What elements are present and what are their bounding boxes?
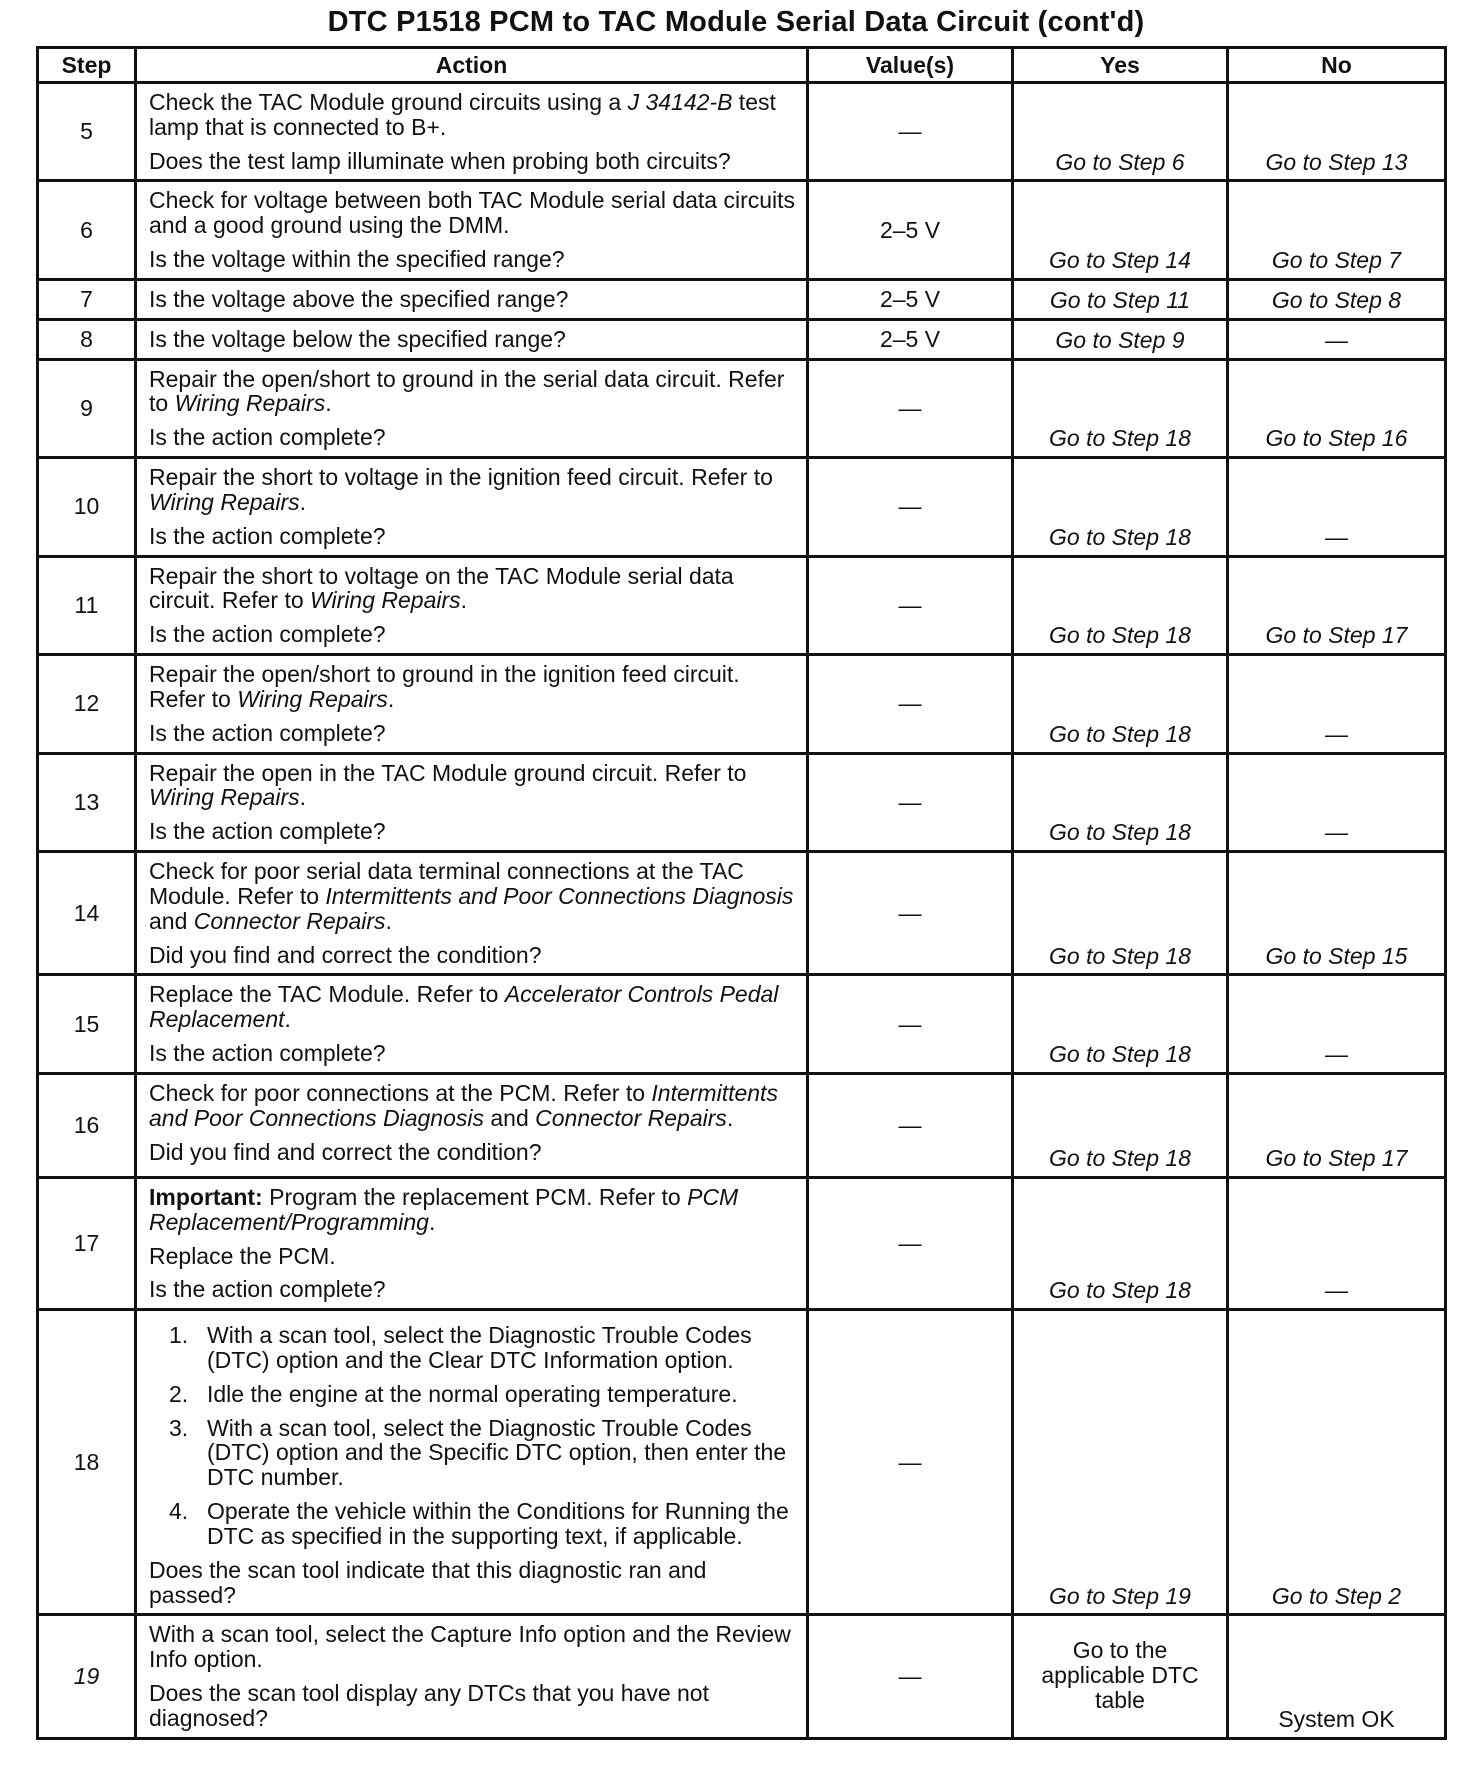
action-paragraph bbox=[149, 662, 796, 712]
important-label: Important: bbox=[149, 1183, 263, 1210]
no-cell: System OK bbox=[1228, 1615, 1446, 1738]
yes-cell: Go to Step 18 bbox=[1013, 359, 1228, 457]
no-cell: Go to Step 7 bbox=[1228, 181, 1446, 279]
reference-text: Intermittents and Poor Connections Diagnosis bbox=[149, 1079, 778, 1131]
yes-cell: Go to Step 9 bbox=[1013, 319, 1228, 359]
action-cell bbox=[136, 753, 808, 851]
action-paragraph bbox=[149, 761, 796, 811]
value-cell: 2–5 V bbox=[808, 319, 1013, 359]
action-text: . bbox=[299, 784, 307, 811]
reference-text: J 34142-B bbox=[627, 89, 733, 115]
value-cell: — bbox=[808, 1073, 1013, 1177]
header-values: Value(s) bbox=[808, 48, 1013, 83]
action-cell bbox=[136, 279, 808, 319]
step-number: 19 bbox=[38, 1615, 136, 1738]
header-yes: Yes bbox=[1013, 48, 1228, 83]
action-text: Repair the open/short to ground in the ignition feed circuit. Refer to bbox=[149, 661, 740, 712]
step-number: 17 bbox=[38, 1177, 136, 1309]
table-row bbox=[38, 83, 1446, 181]
action-paragraph bbox=[149, 465, 796, 515]
action-text: Check the TAC Module ground circuits using a bbox=[149, 89, 628, 115]
procedure-list bbox=[149, 1323, 796, 1549]
action-text: Check for poor connections at the PCM. Refer to bbox=[149, 1079, 652, 1106]
value-cell: — bbox=[808, 83, 1013, 181]
yes-cell: Go to the applicable DTC table bbox=[1013, 1615, 1228, 1738]
step-number: 9 bbox=[38, 359, 136, 457]
reference-text: Intermittents and Poor Connections Diagnosis bbox=[325, 882, 794, 909]
value-cell: 2–5 V bbox=[808, 279, 1013, 319]
table-body bbox=[38, 83, 1446, 1739]
action-text: Replace the TAC Module. Refer to bbox=[149, 981, 505, 1008]
procedure-item bbox=[149, 1323, 796, 1373]
action-cell bbox=[136, 852, 808, 975]
no-cell: — bbox=[1228, 753, 1446, 851]
yes-cell: Go to Step 14 bbox=[1013, 181, 1228, 279]
action-cell bbox=[136, 1615, 808, 1738]
action-text: Check for voltage between both TAC Module serial data circuits and a good ground using the DMM. bbox=[149, 187, 796, 239]
table-row bbox=[38, 655, 1446, 753]
action-text: Is the action complete? bbox=[149, 1040, 386, 1067]
action-text: Does the test lamp illuminate when probing both circuits? bbox=[149, 147, 731, 174]
action-text: . bbox=[385, 907, 392, 934]
action-text: Does the scan tool display any DTCs that you have not diagnosed? bbox=[149, 1680, 709, 1731]
action-text: Is the voltage within the specified range? bbox=[149, 246, 565, 273]
action-text: Repair the open in the TAC Module ground circuit. Refer to bbox=[149, 759, 747, 786]
action-paragraph bbox=[149, 327, 796, 352]
page-title: DTC P1518 PCM to TAC Module Serial Data Circuit (cont'd) bbox=[327, 6, 1145, 38]
action-text: . bbox=[460, 587, 468, 614]
procedure-item-text: Operate the vehicle within the Conditions for Running the DTC as specified in the supporting text, if applicable. bbox=[207, 1498, 789, 1549]
action-cell bbox=[136, 1310, 808, 1615]
procedure-item bbox=[149, 1499, 796, 1549]
value-cell: — bbox=[808, 556, 1013, 654]
no-cell: Go to Step 8 bbox=[1228, 279, 1446, 319]
yes-cell: Go to Step 18 bbox=[1013, 655, 1228, 753]
no-cell: — bbox=[1228, 1177, 1446, 1309]
action-paragraph bbox=[149, 1041, 796, 1066]
procedure-item-number: 3. bbox=[169, 1414, 189, 1441]
reference-text: Wiring Repairs bbox=[237, 685, 388, 712]
yes-cell: Go to Step 18 bbox=[1013, 753, 1228, 851]
action-text: Is the action complete? bbox=[149, 818, 386, 845]
action-paragraph bbox=[149, 90, 796, 140]
action-paragraph bbox=[149, 247, 796, 272]
no-cell: — bbox=[1228, 655, 1446, 753]
procedure-item bbox=[149, 1416, 796, 1490]
no-cell: — bbox=[1228, 975, 1446, 1073]
action-text: test lamp that is connected to B+. bbox=[149, 89, 776, 140]
action-text: . bbox=[726, 1104, 734, 1131]
no-cell: — bbox=[1228, 319, 1446, 359]
step-number: 11 bbox=[38, 556, 136, 654]
action-text: Does the scan tool indicate that this diagnostic ran and passed? bbox=[149, 1556, 707, 1608]
reference-text: Accelerator Controls Pedal Replacement bbox=[149, 981, 779, 1033]
step-number: 10 bbox=[38, 458, 136, 556]
action-paragraph bbox=[149, 943, 796, 968]
action-cell bbox=[136, 83, 808, 181]
table-row bbox=[38, 1177, 1446, 1309]
value-cell: 2–5 V bbox=[808, 181, 1013, 279]
step-number: 13 bbox=[38, 753, 136, 851]
action-paragraph bbox=[149, 622, 796, 647]
no-cell: Go to Step 17 bbox=[1228, 1073, 1446, 1177]
action-text: Is the action complete? bbox=[149, 621, 386, 648]
action-cell bbox=[136, 556, 808, 654]
value-cell: — bbox=[808, 655, 1013, 753]
procedure-item-number: 1. bbox=[169, 1322, 189, 1349]
action-paragraph bbox=[149, 287, 796, 312]
step-number: 12 bbox=[38, 655, 136, 753]
procedure-item-number: 4. bbox=[169, 1498, 189, 1525]
action-text: . bbox=[299, 488, 307, 515]
value-cell: — bbox=[808, 1177, 1013, 1309]
value-cell: — bbox=[808, 359, 1013, 457]
table-row bbox=[38, 319, 1446, 359]
action-text: Is the voltage above the specified range? bbox=[149, 285, 569, 312]
action-paragraph bbox=[149, 1244, 796, 1269]
action-text: Repair the open/short to ground in the serial data circuit. Refer to bbox=[149, 365, 785, 417]
action-text: Did you find and correct the condition? bbox=[149, 941, 542, 968]
table-row bbox=[38, 1310, 1446, 1615]
table-row bbox=[38, 458, 1446, 556]
action-paragraph bbox=[149, 1140, 796, 1165]
action-text: Is the action complete? bbox=[149, 424, 386, 451]
action-paragraph bbox=[149, 524, 796, 549]
procedure-item-text: With a scan tool, select the Diagnostic Trouble Codes (DTC) option and the Clear DTC Information option. bbox=[207, 1322, 752, 1373]
step-number: 6 bbox=[38, 181, 136, 279]
step-number: 5 bbox=[38, 83, 136, 181]
action-paragraph bbox=[149, 188, 796, 238]
diagnostic-table bbox=[36, 46, 1447, 1740]
table-row bbox=[38, 1615, 1446, 1738]
action-text: Is the action complete? bbox=[149, 522, 386, 549]
value-cell: — bbox=[808, 1310, 1013, 1615]
no-cell: Go to Step 15 bbox=[1228, 852, 1446, 975]
no-cell: Go to Step 13 bbox=[1228, 83, 1446, 181]
action-text: Repair the short to voltage in the ignition feed circuit. Refer to bbox=[149, 464, 773, 491]
action-text: Check for poor serial data terminal connections at the TAC Module. Refer to bbox=[149, 858, 744, 909]
action-text: Is the voltage below the specified range? bbox=[149, 325, 566, 352]
action-text: . bbox=[387, 685, 395, 712]
action-paragraph bbox=[149, 819, 796, 844]
no-cell: Go to Step 16 bbox=[1228, 359, 1446, 457]
reference-text: Wiring Repairs bbox=[149, 488, 300, 515]
action-paragraph bbox=[149, 425, 796, 450]
action-cell bbox=[136, 458, 808, 556]
action-paragraph bbox=[149, 982, 796, 1032]
header-no: No bbox=[1228, 48, 1446, 83]
yes-cell: Go to Step 18 bbox=[1013, 1177, 1228, 1309]
step-number: 16 bbox=[38, 1073, 136, 1177]
action-paragraph bbox=[149, 721, 796, 746]
action-cell bbox=[136, 1177, 808, 1309]
reference-text: Wiring Repairs bbox=[174, 390, 326, 417]
action-paragraph bbox=[149, 1622, 796, 1672]
action-text: and bbox=[483, 1104, 536, 1131]
action-text: Did you find and correct the condition? bbox=[149, 1138, 542, 1165]
yes-cell: Go to Step 18 bbox=[1013, 1073, 1228, 1177]
table-row bbox=[38, 1073, 1446, 1177]
action-cell bbox=[136, 975, 808, 1073]
action-text: and bbox=[149, 907, 194, 934]
step-number: 14 bbox=[38, 852, 136, 975]
action-cell bbox=[136, 655, 808, 753]
table-row bbox=[38, 556, 1446, 654]
procedure-item-number: 2. bbox=[169, 1380, 189, 1407]
step-number: 7 bbox=[38, 279, 136, 319]
step-number: 18 bbox=[38, 1310, 136, 1615]
table-header-row bbox=[38, 48, 1446, 83]
action-text: Repair the short to voltage on the TAC Module serial data circuit. Refer to bbox=[149, 562, 734, 614]
step-number: 15 bbox=[38, 975, 136, 1073]
action-paragraph bbox=[149, 367, 796, 417]
yes-cell: Go to Step 18 bbox=[1013, 458, 1228, 556]
value-cell: — bbox=[808, 1615, 1013, 1738]
action-paragraph bbox=[149, 1277, 796, 1302]
yes-cell: Go to Step 18 bbox=[1013, 556, 1228, 654]
header-step: Step bbox=[38, 48, 136, 83]
action-paragraph bbox=[149, 859, 796, 933]
reference-text: PCM Replacement/Programming bbox=[149, 1183, 739, 1235]
yes-cell: Go to Step 11 bbox=[1013, 279, 1228, 319]
reference-text: Connector Repairs bbox=[535, 1104, 727, 1131]
table-row bbox=[38, 279, 1446, 319]
action-cell bbox=[136, 181, 808, 279]
yes-cell: Go to Step 6 bbox=[1013, 83, 1228, 181]
table-row bbox=[38, 753, 1446, 851]
yes-cell: Go to Step 18 bbox=[1013, 852, 1228, 975]
procedure-item-text: Idle the engine at the normal operating temperature. bbox=[207, 1380, 738, 1407]
header-action: Action bbox=[136, 48, 808, 83]
action-text: . bbox=[284, 1006, 291, 1033]
no-cell: Go to Step 2 bbox=[1228, 1310, 1446, 1615]
action-text: Is the action complete? bbox=[149, 719, 386, 746]
action-cell bbox=[136, 1073, 808, 1177]
action-text: . bbox=[325, 390, 332, 417]
value-cell: — bbox=[808, 852, 1013, 975]
step-number: 8 bbox=[38, 319, 136, 359]
action-paragraph bbox=[149, 564, 796, 614]
reference-text: Wiring Repairs bbox=[310, 587, 461, 614]
reference-text: Connector Repairs bbox=[193, 907, 386, 934]
yes-cell: Go to Step 19 bbox=[1013, 1310, 1228, 1615]
no-cell: Go to Step 17 bbox=[1228, 556, 1446, 654]
action-cell bbox=[136, 359, 808, 457]
value-cell: — bbox=[808, 975, 1013, 1073]
action-paragraph bbox=[149, 1185, 796, 1235]
action-paragraph bbox=[149, 1558, 796, 1608]
value-cell: — bbox=[808, 458, 1013, 556]
action-paragraph bbox=[149, 1081, 796, 1131]
action-text: With a scan tool, select the Capture Info option and the Review Info option. bbox=[149, 1621, 791, 1673]
yes-cell: Go to Step 18 bbox=[1013, 975, 1228, 1073]
procedure-item bbox=[149, 1382, 796, 1407]
action-text: Program the replacement PCM. Refer to bbox=[262, 1183, 688, 1210]
table-row bbox=[38, 359, 1446, 457]
action-text: Replace the PCM. bbox=[149, 1242, 336, 1269]
value-cell: — bbox=[808, 753, 1013, 851]
table-row bbox=[38, 181, 1446, 279]
table-row bbox=[38, 975, 1446, 1073]
table-row bbox=[38, 852, 1446, 975]
procedure-item-text: With a scan tool, select the Diagnostic Trouble Codes (DTC) option and the Specific DTC option, then enter the DTC number. bbox=[207, 1414, 787, 1491]
action-cell bbox=[136, 319, 808, 359]
action-paragraph bbox=[149, 1681, 796, 1731]
action-text: . bbox=[428, 1208, 436, 1235]
reference-text: Wiring Repairs bbox=[149, 784, 300, 811]
no-cell: — bbox=[1228, 458, 1446, 556]
action-paragraph bbox=[149, 149, 796, 174]
action-text: Is the action complete? bbox=[149, 1276, 386, 1303]
